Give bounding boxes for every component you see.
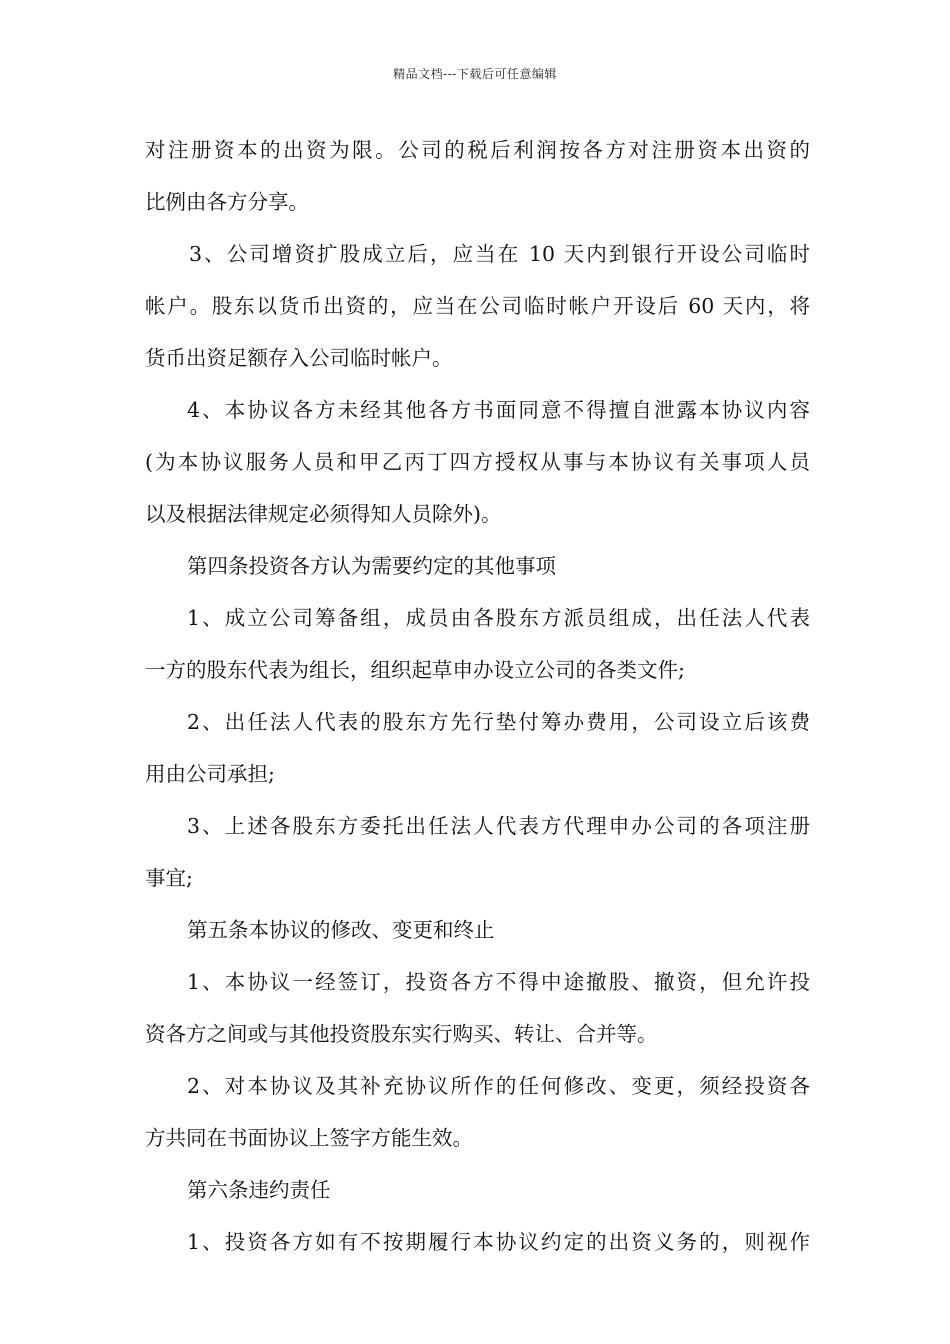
paragraph-line: 1、本协议一经签订，投资各方不得中途撤股、撤资，但允许投 bbox=[187, 970, 810, 994]
section-heading: 第六条违约责任 bbox=[187, 1178, 331, 1202]
paragraph-line: 用由公司承担; bbox=[145, 762, 275, 786]
paragraph-line: 4、本协议各方未经其他各方书面同意不得擅自泄露本协议内容 bbox=[187, 398, 810, 422]
paragraph-line: 帐户。股东以货币出资的，应当在公司临时帐户开设后 60 天内，将 bbox=[145, 294, 810, 318]
paragraph-line: 方共同在书面协议上签字方能生效。 bbox=[145, 1126, 473, 1150]
paragraph-line: 1、成立公司筹备组，成员由各股东方派员组成，出任法人代表 bbox=[187, 606, 810, 630]
paragraph-line: 1、投资各方如有不按期履行本协议约定的出资义务的，则视作 bbox=[187, 1230, 810, 1254]
paragraph-line: 以及根据法律规定必须得知人员除外)。 bbox=[145, 502, 502, 526]
paragraph-line: (为本协议服务人员和甲乙丙丁四方授权从事与本协议有关事项人员 bbox=[145, 450, 810, 474]
page-header: 精品文档---下载后可任意编辑 bbox=[393, 67, 557, 81]
paragraph-line: 资各方之间或与其他投资股东实行购买、转让、合并等。 bbox=[145, 1022, 658, 1046]
paragraph-line: 2、对本协议及其补充协议所作的任何修改、变更，须经投资各 bbox=[187, 1074, 810, 1098]
paragraph-line: 货币出资足额存入公司临时帐户。 bbox=[145, 346, 453, 370]
section-heading: 第四条投资各方认为需要约定的其他事项 bbox=[187, 554, 556, 578]
paragraph-line: 事宜; bbox=[145, 866, 193, 890]
paragraph-line: 对注册资本的出资为限。公司的税后利润按各方对注册资本出资的 bbox=[145, 138, 810, 162]
document-body bbox=[145, 124, 810, 1268]
paragraph-line: 3、上述各股东方委托出任法人代表方代理申办公司的各项注册 bbox=[187, 814, 810, 838]
paragraph-line: 一方的股东代表为组长，组织起草申办设立公司的各类文件; bbox=[145, 658, 685, 682]
paragraph-line: 3、公司增资扩股成立后，应当在 10 天内到银行开设公司临时 bbox=[189, 242, 810, 266]
paragraph-line: 2、出任法人代表的股东方先行垫付筹办费用，公司设立后该费 bbox=[187, 710, 810, 734]
paragraph-line: 比例由各方分享。 bbox=[145, 190, 309, 214]
section-heading: 第五条本协议的修改、变更和终止 bbox=[187, 918, 495, 942]
